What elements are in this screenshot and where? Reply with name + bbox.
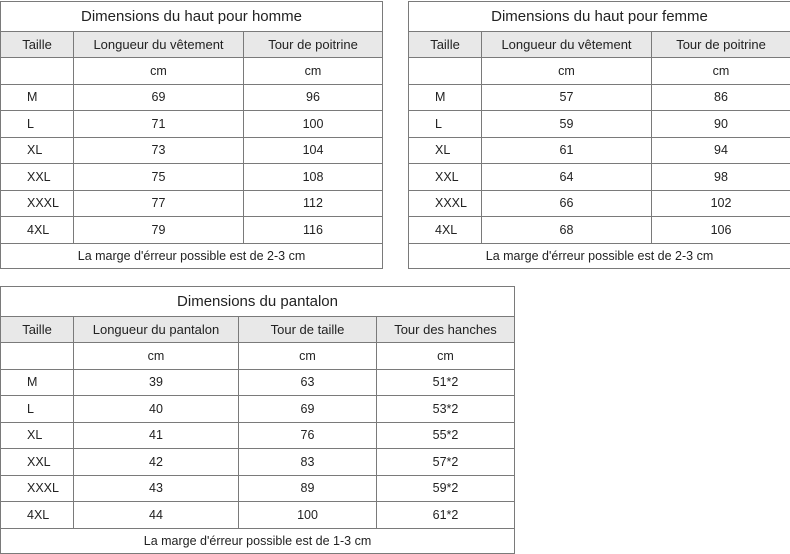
header-row	[1, 32, 383, 58]
hip-cell: 59*2	[377, 475, 515, 502]
size-cell: XL	[1, 137, 74, 164]
size-cell: L	[1, 396, 74, 423]
chest-cell: 112	[244, 190, 383, 217]
table-row	[1, 217, 383, 244]
waist-cell: 89	[239, 475, 377, 502]
size-cell: XXL	[409, 164, 482, 191]
table-row	[1, 449, 515, 476]
column-header: Tour de taille	[239, 317, 377, 343]
unit-cell: cm	[652, 58, 790, 85]
length-cell: 39	[74, 369, 239, 396]
table-row	[1, 190, 383, 217]
length-cell: 79	[74, 217, 244, 244]
hip-cell: 55*2	[377, 422, 515, 449]
table-row	[409, 111, 790, 138]
chest-cell: 86	[652, 84, 790, 111]
chest-cell: 98	[652, 164, 790, 191]
waist-cell: 63	[239, 369, 377, 396]
size-cell: 4XL	[1, 217, 74, 244]
hip-cell: 53*2	[377, 396, 515, 423]
column-header: Tour de poitrine	[244, 32, 383, 58]
column-header: Longueur du vêtement	[74, 32, 244, 58]
table-row	[409, 190, 790, 217]
column-header: Tour de poitrine	[652, 32, 790, 58]
table-row	[1, 422, 515, 449]
unit-cell: cm	[74, 343, 239, 370]
length-cell: 73	[74, 137, 244, 164]
chest-cell: 94	[652, 137, 790, 164]
unit-cell: cm	[244, 58, 383, 85]
length-cell: 57	[482, 84, 652, 111]
table-title: Dimensions du haut pour femme	[409, 2, 790, 32]
length-cell: 40	[74, 396, 239, 423]
column-header: Longueur du vêtement	[482, 32, 652, 58]
size-cell: XL	[409, 137, 482, 164]
size-cell: XL	[1, 422, 74, 449]
pants-size-table	[0, 286, 515, 554]
chest-cell: 116	[244, 217, 383, 244]
column-header: Taille	[1, 32, 74, 58]
women-top-size-table	[408, 1, 790, 269]
column-header: Taille	[1, 317, 74, 343]
error-margin-note: La marge d'érreur possible est de 1-3 cm	[1, 528, 515, 553]
hip-cell: 51*2	[377, 369, 515, 396]
unit-cell: cm	[74, 58, 244, 85]
units-row	[1, 343, 515, 370]
chest-cell: 102	[652, 190, 790, 217]
length-cell: 42	[74, 449, 239, 476]
column-header: Tour des hanches	[377, 317, 515, 343]
table-row	[1, 164, 383, 191]
units-row	[1, 58, 383, 85]
size-cell: M	[1, 84, 74, 111]
length-cell: 64	[482, 164, 652, 191]
column-header: Taille	[409, 32, 482, 58]
waist-cell: 83	[239, 449, 377, 476]
size-cell: XXL	[1, 164, 74, 191]
chest-cell: 106	[652, 217, 790, 244]
table-title: Dimensions du haut pour homme	[1, 2, 383, 32]
size-cell: XXXL	[1, 475, 74, 502]
table-row	[409, 84, 790, 111]
waist-cell: 100	[239, 502, 377, 529]
length-cell: 43	[74, 475, 239, 502]
error-margin-note: La marge d'érreur possible est de 2-3 cm	[1, 243, 383, 268]
table-row	[409, 164, 790, 191]
table-title: Dimensions du pantalon	[1, 287, 515, 317]
error-margin-note: La marge d'érreur possible est de 2-3 cm	[409, 243, 790, 268]
length-cell: 75	[74, 164, 244, 191]
header-row	[1, 317, 515, 343]
chest-cell: 108	[244, 164, 383, 191]
table-row	[1, 502, 515, 529]
length-cell: 68	[482, 217, 652, 244]
table-row	[409, 137, 790, 164]
unit-cell: cm	[377, 343, 515, 370]
unit-cell	[1, 343, 74, 370]
table-row	[1, 369, 515, 396]
table-row	[1, 137, 383, 164]
table-row	[1, 396, 515, 423]
size-cell: M	[1, 369, 74, 396]
size-cell: L	[409, 111, 482, 138]
table-row	[1, 84, 383, 111]
hip-cell: 61*2	[377, 502, 515, 529]
unit-cell	[409, 58, 482, 85]
header-row	[409, 32, 790, 58]
table-row	[1, 475, 515, 502]
size-cell: XXXL	[409, 190, 482, 217]
length-cell: 71	[74, 111, 244, 138]
length-cell: 41	[74, 422, 239, 449]
chest-cell: 104	[244, 137, 383, 164]
men-top-size-table	[0, 1, 383, 269]
chest-cell: 90	[652, 111, 790, 138]
chest-cell: 96	[244, 84, 383, 111]
length-cell: 61	[482, 137, 652, 164]
size-cell: 4XL	[409, 217, 482, 244]
table-row	[1, 111, 383, 138]
table-row	[409, 217, 790, 244]
waist-cell: 76	[239, 422, 377, 449]
length-cell: 69	[74, 84, 244, 111]
unit-cell: cm	[482, 58, 652, 85]
size-cell: XXXL	[1, 190, 74, 217]
size-cell: 4XL	[1, 502, 74, 529]
hip-cell: 57*2	[377, 449, 515, 476]
length-cell: 44	[74, 502, 239, 529]
units-row	[409, 58, 790, 85]
chest-cell: 100	[244, 111, 383, 138]
size-cell: L	[1, 111, 74, 138]
unit-cell	[1, 58, 74, 85]
waist-cell: 69	[239, 396, 377, 423]
column-header: Longueur du pantalon	[74, 317, 239, 343]
size-cell: XXL	[1, 449, 74, 476]
size-cell: M	[409, 84, 482, 111]
length-cell: 77	[74, 190, 244, 217]
length-cell: 59	[482, 111, 652, 138]
unit-cell: cm	[239, 343, 377, 370]
length-cell: 66	[482, 190, 652, 217]
